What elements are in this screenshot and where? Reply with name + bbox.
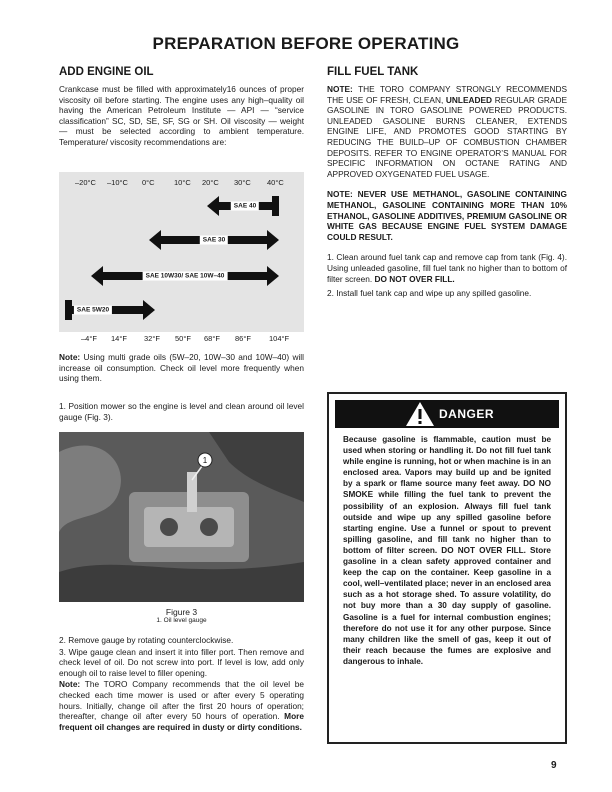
oil-step-1 xyxy=(59,401,304,422)
sae30-label: SAE 30 xyxy=(200,236,228,245)
warning-triangle-icon xyxy=(405,401,435,427)
add-engine-oil-heading: ADD ENGINE OIL xyxy=(59,66,154,78)
danger-body xyxy=(343,434,551,667)
fill-fuel-tank-heading: FILL FUEL TANK xyxy=(327,66,419,78)
oil-steps-2-3 xyxy=(59,635,304,733)
note-text: Using multi grade oils (5W–20, 10W–30 and 10W–40) will increase oil consumption. Check oil level more frequently when using them. xyxy=(59,352,304,384)
fuel-step-1-bold: DO NOT OVER FILL. xyxy=(374,273,455,284)
figure-3-title: Figure 3 xyxy=(165,607,198,617)
sae10w30-label: SAE 10W30/ SAE 10W–40 xyxy=(143,272,228,281)
fahrenheit-tick: 68°F xyxy=(204,334,220,343)
fuel-step-2: 2. Install fuel tank cap and wipe up any spilled gasoline. xyxy=(327,288,532,299)
celsius-tick: 0°C xyxy=(142,178,155,187)
danger-header xyxy=(335,400,559,428)
celsius-tick: 20°C xyxy=(202,178,219,187)
engine-photo-illustration xyxy=(59,432,304,602)
danger-label: DANGER xyxy=(439,407,495,421)
multigrade-note xyxy=(59,352,304,384)
oil-change-note-label: Note: xyxy=(59,679,81,690)
fahrenheit-tick: 14°F xyxy=(111,334,127,343)
celsius-tick: –10°C xyxy=(107,178,128,187)
viscosity-chart xyxy=(59,172,304,348)
fahrenheit-tick: –4°F xyxy=(81,334,97,343)
fuel-note-label: NOTE: xyxy=(327,84,353,94)
fuel-note xyxy=(327,84,567,179)
oil-change-note-text: The TORO Company recommends that the oil level be checked each time mower is used or after every 5 operating hours. Initially, change oil after the first 20 hours of operation; thereafter, change oil after every 50 hours of operation. xyxy=(59,679,304,722)
oil-change-note-bold: More frequent oil changes are required in dusty or dirty conditions. xyxy=(59,711,304,732)
figure-3-caption xyxy=(59,607,304,624)
fahrenheit-tick: 86°F xyxy=(235,334,251,343)
fahrenheit-tick: 50°F xyxy=(175,334,191,343)
figure-callout: 1 xyxy=(202,456,208,465)
celsius-tick: –20°C xyxy=(75,178,96,187)
fuel-note-bold: UNLEADED xyxy=(445,94,493,105)
fuel-step-1-text: 1. Clean around fuel tank cap and remove cap from tank (Fig. 4). Using unleaded gasoline, fill fuel tank no higher than to bottom of filter screen. xyxy=(327,252,567,284)
oil-step-2: 2. Remove gauge by rotating counterclockwise. xyxy=(59,635,234,645)
fuel-note-text: THE TORO COMPANY STRONGLY RECOMMENDS THE USE OF FRESH, CLEAN, xyxy=(327,84,567,105)
page-number: 9 xyxy=(551,760,557,771)
oil-step-1-text: 1. Position mower so the engine is level and clean around oil level gauge (Fig. 3). xyxy=(59,401,304,422)
celsius-tick: 10°C xyxy=(174,178,191,187)
fahrenheit-tick: 32°F xyxy=(144,334,160,343)
fuel-warning: NOTE: NEVER USE METHANOL, GASOLINE CONTAINING METHANOL, GASOLINE CONTAINING MORE THAN 10% ETHANOL, GASOLINE ADDITIVES, PREMIUM GASOLINE OR WHITE GAS BECAUSE ENGINE FUEL SYSTEM DAMAGE COULD RESULT. xyxy=(327,189,567,242)
sae40-label: SAE 40 xyxy=(231,202,259,211)
fuel-note-rest: REGULAR GRADE GASOLINE IN TORO GASOLINE POWERED PRODUCTS. UNLEADED GASOLINE BURNS CLEANER, EXTENDS ENGINE LIFE, AND PROMOTES GOOD STARTING BY REDUCING THE BUILD–UP OF COMBUSTION CHAMBER DEPOSITS. REFER TO ENGINE OPERATOR’S MANUAL FOR SPECIFIC INFORMATION ON OCTANE RATING AND APPROVED OXYGENATED FUEL USAGE. xyxy=(327,94,567,179)
page-title: PREPARATION BEFORE OPERATING xyxy=(152,34,460,53)
danger-text: Because gasoline is flammable, caution must be used when storing or handling it. Do not fill fuel tank while engine is running, hot or when machine is in an enclosed area. Vapors may build up and be ignited by a spark or flame source many feet away. DO NO SMOKE while filling the fuel tank to prevent the possibility of an explosion. Always fill fuel tank outside and wipe up any spilled gasoline before starting engine. Use a funnel or spout to prevent spilling gasoline, and fill tank no higher than to bottom of filter screen. DO NOT OVER FILL. Store gasoline in a clean safety approved container and keep the cap on the container. Keep gasoline in a cool, well–ventilated place; never in an enclosed area such as a hot storage shed. To assure volatility, do not buy more than a 30 day supply of gasoline. Gasoline is a fuel for internal combustion engines; therefore do not use it for any other purpose. Since many children like the smell of gas, keep it out of their reach because the fumes are explosive and dangerous to inhale. xyxy=(343,435,551,666)
oil-step-3: 3. Wipe gauge clean and insert it into filler port. Then remove and check level of oil. Do not screw into port. If level is low, add only enough oil to raise level to filler opening. xyxy=(59,646,304,678)
fuel-step-1 xyxy=(327,252,567,284)
engine-oil-intro: Crankcase must be filled with approximately16 ounces of proper viscosity oil before starting. The engine uses any high–quality oil having the American Petroleum Institute — API — “service classification” SC, SD, SE, SF, SG or SH. Oil viscosity — weight — must be selected according to ambient temperature. Temperature/ viscosity recommendations are: xyxy=(59,84,304,147)
fill-fuel-tank-section xyxy=(327,66,567,299)
danger-box xyxy=(327,392,567,744)
celsius-tick: 40°C xyxy=(267,178,284,187)
sae5w20-label: SAE 5W20 xyxy=(74,306,112,315)
add-engine-oil-section xyxy=(59,66,304,148)
figure-3-subtitle: 1. Oil level gauge xyxy=(156,617,207,624)
oil-change-note xyxy=(59,679,304,732)
fahrenheit-tick: 104°F xyxy=(269,334,290,343)
figure-3-photo xyxy=(59,432,304,602)
celsius-tick: 30°C xyxy=(234,178,251,187)
note-label: Note: xyxy=(59,352,81,362)
